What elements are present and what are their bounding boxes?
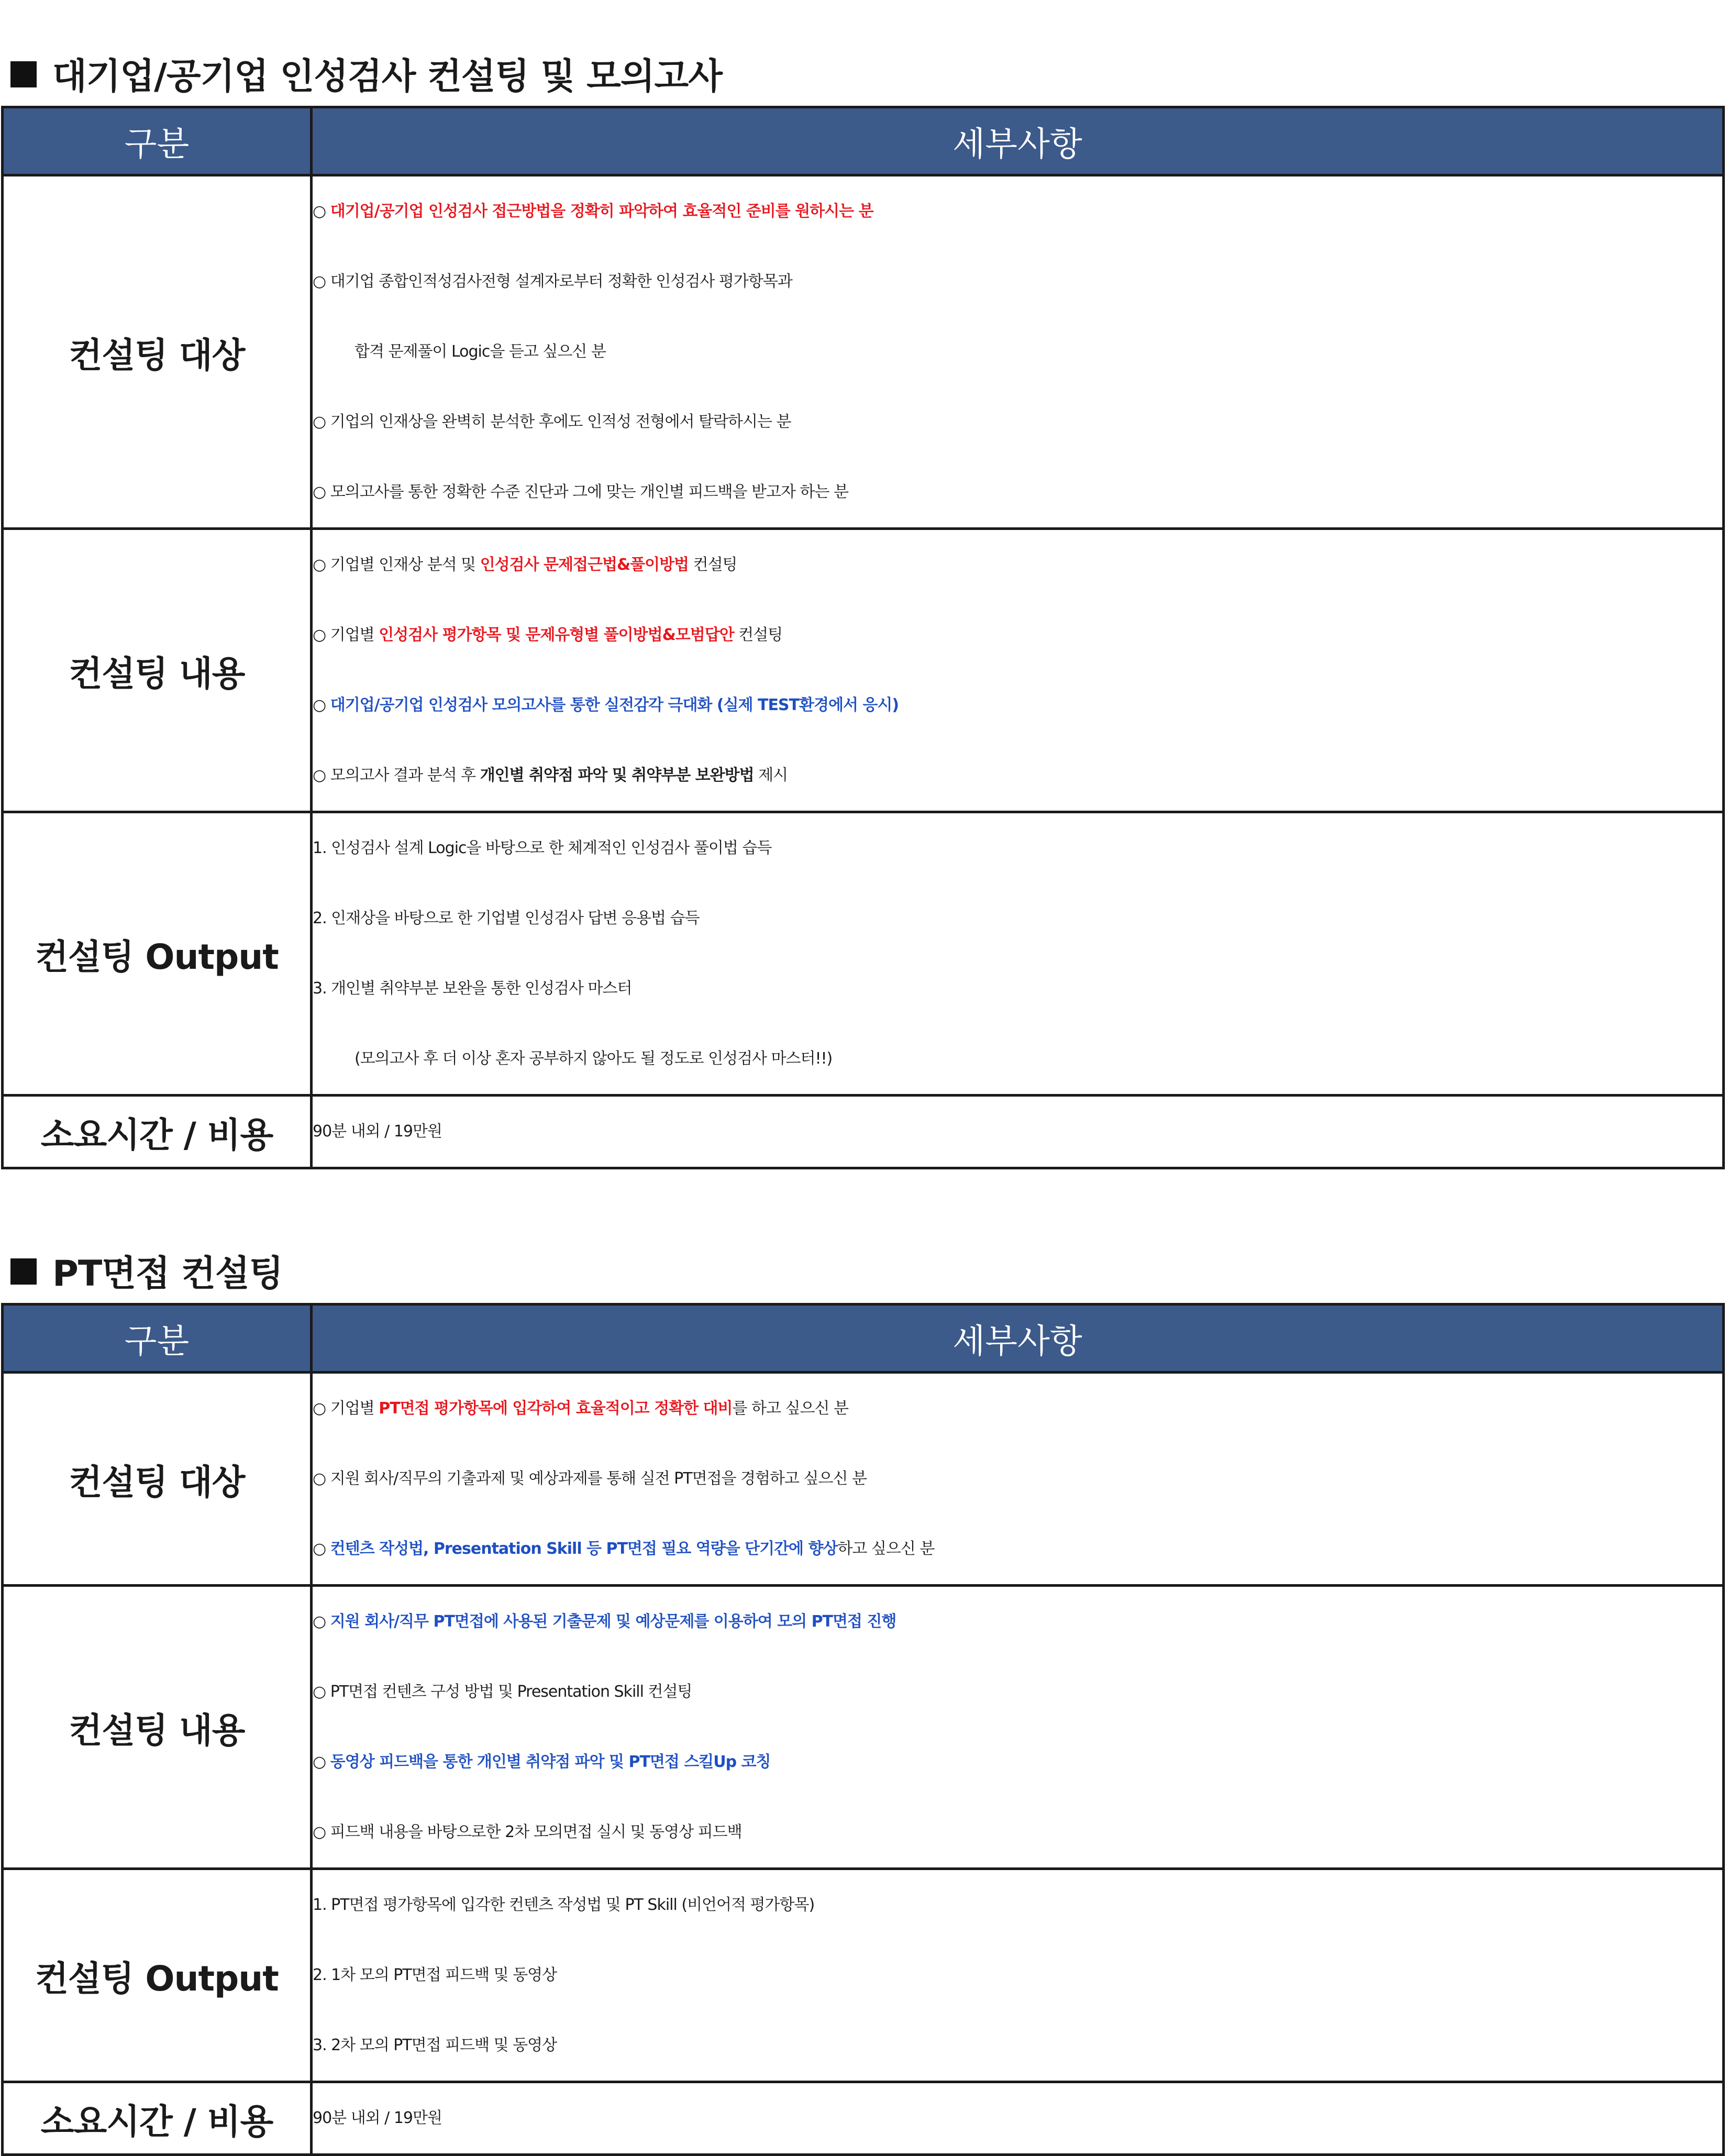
detail-text: 3. 개인별 취약부분 보완을 통한 인성검사 마스터 xyxy=(313,979,632,998)
row-details xyxy=(312,1869,1724,2082)
section-2-table xyxy=(1,1303,1725,2156)
table-header-row xyxy=(3,107,1724,175)
detail-text: 합격 문제풀이 Logic을 듣고 싶으신 분 xyxy=(355,342,606,361)
row-label: 컨설팅 대상 xyxy=(3,1373,312,1586)
detail-text: ○ 기업별 인재상 분석 및 xyxy=(313,556,480,574)
detail-line xyxy=(313,1870,1722,1940)
table-row-time-cost xyxy=(3,1096,1724,1168)
detail-line xyxy=(313,2083,1722,2153)
detail-text: ○ 기업의 인재상을 완벽히 분석한 후에도 인적성 전형에서 탈락하시는 분 xyxy=(313,413,791,431)
table-row-content xyxy=(3,1586,1724,1869)
detail-text: 하고 싶으신 분 xyxy=(837,1540,935,1558)
detail-text: (모의고사 후 더 이상 혼자 공부하지 않아도 될 정도로 인성검사 마스터!!) xyxy=(355,1049,833,1068)
detail-line xyxy=(313,1514,1722,1584)
table-row-content xyxy=(3,529,1724,812)
detail-text: ○ 피드백 내용을 바탕으로한 2차 모의면접 실시 및 동영상 피드백 xyxy=(313,1823,742,1841)
bold-text: 개인별 취약점 파악 및 취약부분 보완방법 xyxy=(480,766,754,784)
table-row-target xyxy=(3,1373,1724,1586)
detail-text: 를 하고 싶으신 분 xyxy=(732,1399,848,1418)
header-category: 구분 xyxy=(3,107,312,175)
detail-text: 1. 인성검사 설계 Logic을 바탕으로 한 체계적인 인성검사 풀이법 습득 xyxy=(313,839,772,857)
section-2-title: PT면접 컨설팅 xyxy=(52,1253,283,1295)
table-header-row xyxy=(3,1304,1724,1373)
detail-line xyxy=(313,954,1722,1024)
row-label: 컨설팅 Output xyxy=(3,1869,312,2082)
detail-text: 컨설팅 xyxy=(689,556,737,574)
detail-text: ○ 모의고사 결과 분석 후 xyxy=(313,766,480,784)
table-row-output xyxy=(3,812,1724,1096)
section-1-heading xyxy=(10,48,722,99)
section-2-heading xyxy=(10,1245,283,1296)
detail-line xyxy=(313,1657,1722,1727)
detail-line xyxy=(313,1444,1722,1514)
detail-text: ○ xyxy=(313,696,330,714)
detail-text: ○ 지원 회사/직무의 기출과제 및 예상과제를 통해 실전 PT면접을 경험하고 싶으신 분 xyxy=(313,1469,867,1488)
row-details xyxy=(312,2082,1724,2155)
detail-text: 컨설팅 xyxy=(734,626,783,644)
detail-text: ○ PT면접 컨텐츠 구성 방법 및 Presentation Skill 컨설팅 xyxy=(313,1683,692,1701)
header-category: 구분 xyxy=(3,1304,312,1373)
table-row-time-cost xyxy=(3,2082,1724,2155)
detail-text: ○ xyxy=(313,1540,330,1558)
detail-line xyxy=(313,813,1722,883)
row-label: 컨설팅 대상 xyxy=(3,175,312,529)
detail-text: ○ 기업별 xyxy=(313,626,379,644)
detail-line xyxy=(313,1587,1722,1657)
row-label: 컨설팅 내용 xyxy=(3,1586,312,1869)
row-details xyxy=(312,1373,1724,1586)
detail-line xyxy=(313,1374,1722,1444)
detail-line xyxy=(313,387,1722,457)
row-details xyxy=(312,812,1724,1096)
row-label: 소요시간 / 비용 xyxy=(3,1096,312,1168)
highlight-blue-text: 대기업/공기업 인성검사 모의고사를 통한 실전감각 극대화 (실제 TEST환경에서 응시) xyxy=(330,696,899,714)
header-details: 세부사항 xyxy=(312,1304,1724,1373)
table-row-target xyxy=(3,175,1724,529)
detail-text: ○ xyxy=(313,1612,330,1631)
detail-line xyxy=(313,317,1722,387)
detail-line xyxy=(313,670,1722,740)
highlight-red-text: 대기업/공기업 인성검사 접근방법을 정확히 파악하여 효율적인 준비를 원하시는 분 xyxy=(330,202,873,220)
detail-line xyxy=(313,883,1722,954)
detail-text: ○ 대기업 종합인적성검사전형 설계자로부터 정확한 인성검사 평가항목과 xyxy=(313,272,792,291)
square-bullet-icon xyxy=(10,1258,37,1285)
highlight-red-text: 인성검사 문제접근법&풀이방법 xyxy=(480,556,689,574)
row-details xyxy=(312,175,1724,529)
row-label: 소요시간 / 비용 xyxy=(3,2082,312,2155)
section-1-title: 대기업/공기업 인성검사 컨설팅 및 모의고사 xyxy=(52,56,722,97)
header-details: 세부사항 xyxy=(312,107,1724,175)
detail-line xyxy=(313,2010,1722,2081)
detail-line xyxy=(313,530,1722,600)
table-row-output xyxy=(3,1869,1724,2082)
highlight-blue-text: 동영상 피드백을 통한 개인별 취약점 파악 및 PT면접 스킬Up 코칭 xyxy=(330,1753,771,1771)
detail-text: 90분 내외 / 19만원 xyxy=(313,1122,442,1141)
detail-line xyxy=(313,247,1722,317)
highlight-red-text: 인성검사 평가항목 및 문제유형별 풀이방법&모범답안 xyxy=(379,626,734,644)
detail-line xyxy=(313,600,1722,670)
row-details xyxy=(312,1586,1724,1869)
row-label: 컨설팅 내용 xyxy=(3,529,312,812)
detail-line xyxy=(313,1727,1722,1797)
detail-text: 2. 인재상을 바탕으로 한 기업별 인성검사 답변 응용법 습득 xyxy=(313,909,700,927)
detail-text: ○ 기업별 xyxy=(313,1399,379,1418)
row-label: 컨설팅 Output xyxy=(3,812,312,1096)
detail-text: 2. 1차 모의 PT면접 피드백 및 동영상 xyxy=(313,1966,557,1984)
detail-text: ○ xyxy=(313,202,330,220)
square-bullet-icon xyxy=(10,61,37,87)
detail-line xyxy=(313,457,1722,527)
detail-line xyxy=(313,1097,1722,1167)
detail-line xyxy=(313,1797,1722,1867)
detail-text: 1. PT면접 평가항목에 입각한 컨텐츠 작성법 및 PT Skill (비언어적 평가항목) xyxy=(313,1896,815,1914)
detail-text: 90분 내외 / 19만원 xyxy=(313,2109,442,2127)
highlight-blue-text: 지원 회사/직무 PT면접에 사용된 기출문제 및 예상문제를 이용하여 모의 PT면접 진행 xyxy=(330,1612,896,1631)
detail-text: ○ 모의고사를 통한 정확한 수준 진단과 그에 맞는 개인별 피드백을 받고자 하는 분 xyxy=(313,483,848,501)
highlight-blue-text: 컨텐츠 작성법, Presentation Skill 등 PT면접 필요 역량을 단기간에 향상 xyxy=(330,1540,838,1558)
detail-line xyxy=(313,176,1722,247)
row-details xyxy=(312,529,1724,812)
row-details xyxy=(312,1096,1724,1168)
highlight-red-text: PT면접 평가항목에 입각하여 효율적이고 정확한 대비 xyxy=(379,1399,733,1418)
detail-line xyxy=(313,1940,1722,2010)
detail-line xyxy=(313,740,1722,811)
detail-text: ○ xyxy=(313,1753,330,1771)
detail-text: 3. 2차 모의 PT면접 피드백 및 동영상 xyxy=(313,2036,557,2054)
detail-line xyxy=(313,1024,1722,1094)
section-1-table xyxy=(1,106,1725,1169)
detail-text: 제시 xyxy=(754,766,788,784)
